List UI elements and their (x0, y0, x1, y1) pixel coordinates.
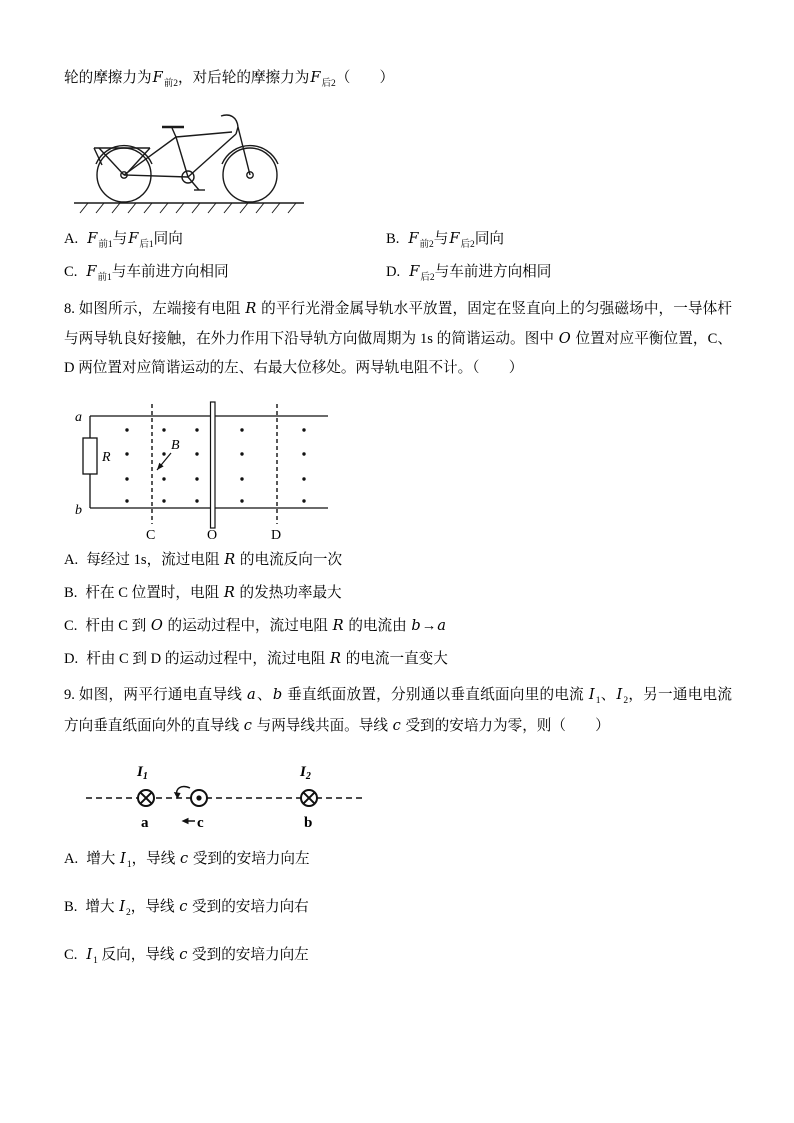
option-text-c: 杆由 C 到 O 的运动过程中，流过电阻 R 的电流由 b→a (85, 617, 446, 635)
q7-option-row-2 (64, 260, 732, 284)
bicycle-figure (72, 104, 732, 218)
wire-label-b: b (304, 815, 313, 832)
q7-option-row-1 (64, 227, 732, 251)
q7-option-b (386, 227, 504, 251)
field-label-B: B (171, 437, 180, 453)
option-label-b: B. (64, 899, 78, 916)
option-text-b: 杆在 C 位置时，电阻 R 的发热功率最大 (85, 583, 342, 601)
q7-option-a (64, 227, 386, 251)
position-label-O: O (207, 527, 218, 542)
parallel-wires-drawing (84, 761, 369, 839)
position-label-D: D (271, 527, 282, 542)
q7-option-c (64, 260, 386, 284)
bicycle-drawing (72, 104, 307, 218)
option-label-d: D. (64, 651, 79, 668)
current-label-I2: $I_2$ (300, 764, 311, 783)
resistor-label-R: R (102, 449, 111, 465)
conducting-rod (211, 402, 216, 528)
option-text-d: 杆由 C 到 D 的运动过程中，流过电阻 R 的电流一直变大 (86, 650, 448, 668)
handlebar (221, 115, 238, 134)
q8-options (64, 548, 732, 671)
crank-and-pedal (182, 171, 205, 190)
option-text-a: $F_{前1}$与$F_{后1}$同向 (87, 230, 183, 251)
q9-option-b (64, 895, 732, 919)
current-label-I1: $I_1$ (137, 764, 148, 783)
q9-stem: 9. 如图，两平行通电直导线 a、b 垂直纸面放置，分别通以垂直纸面向里的电流 $I_1$、$I_2$，另一通电电流方向垂直纸面向外的直导线 c 与两导线共面。导线 c 受到的安培力为零，则（ ） (64, 686, 732, 734)
q8-stem: 8. 如图所示，左端接有电阻 R 的平行光滑金属导轨水平放置，固定在竖直向上的匀强磁场中，一导体杆与两导轨良好接触，在外力作用下沿导轨方向做周期为 1s 的简谐运动。图中 O 位置对应平衡位置，C、D 两位置对应简谐运动的左、右最大位移处。两导轨电阻不计。（ ） (64, 299, 732, 377)
option-label-a: A. (64, 231, 79, 248)
rail-label-b: b (75, 502, 82, 518)
option-label-b: B. (386, 231, 400, 248)
wire-label-a: a (141, 815, 149, 832)
wire-c-current-out-of-page-icon (191, 790, 207, 806)
q8-option-d (64, 647, 732, 671)
q7-option-d (386, 260, 551, 284)
option-text-d: $F_{后2}$与车前进方向相同 (409, 263, 552, 284)
option-text-c: $F_{前1}$与车前进方向相同 (86, 263, 229, 284)
ground-hatching (80, 203, 296, 213)
rail-circuit-drawing (72, 396, 340, 542)
wire-b-current-into-page-icon (301, 790, 317, 806)
q7-stem-continuation: 轮的摩擦力为$F_{前2}$，对后轮的摩擦力为$F_{后2}$（ ） (64, 69, 395, 89)
option-label-d: D. (386, 264, 401, 281)
option-text-b: $F_{前2}$与$F_{后2}$同向 (408, 230, 505, 251)
seat (162, 127, 184, 137)
option-label-a: A. (64, 851, 79, 868)
q9-option-a (64, 847, 732, 871)
parallel-wires-figure (84, 761, 732, 839)
option-text-c: $I_1$ 反向，导线 c 受到的安培力向左 (86, 946, 309, 967)
q9-options (64, 847, 732, 967)
position-label-C: C (146, 527, 156, 542)
q8-option-a (64, 548, 732, 572)
option-label-c: C. (64, 947, 78, 964)
option-text-a: 增大 $I_1$，导线 c 受到的安培力向左 (86, 850, 310, 871)
option-label-a: A. (64, 551, 79, 568)
rail-circuit-figure (72, 396, 732, 542)
wire-label-c: c (197, 815, 204, 832)
option-label-c: C. (64, 618, 78, 635)
option-text-b: 增大 $I_2$，导线 c 受到的安培力向右 (85, 898, 309, 919)
q8-option-c (64, 614, 732, 638)
wire-c-left-arrow (182, 818, 196, 824)
wire-c-curved-arrow (174, 787, 190, 799)
option-label-b: B. (64, 584, 78, 601)
option-text-a: 每经过 1s，流过电阻 R 的电流反向一次 (86, 550, 343, 568)
q9-option-c (64, 943, 732, 967)
rail-label-a: a (75, 409, 82, 425)
option-label-c: C. (64, 264, 78, 281)
q7-options (64, 227, 732, 284)
resistor-symbol (83, 438, 97, 474)
q8-option-b (64, 581, 732, 605)
wire-a-current-into-page-icon (138, 790, 154, 806)
